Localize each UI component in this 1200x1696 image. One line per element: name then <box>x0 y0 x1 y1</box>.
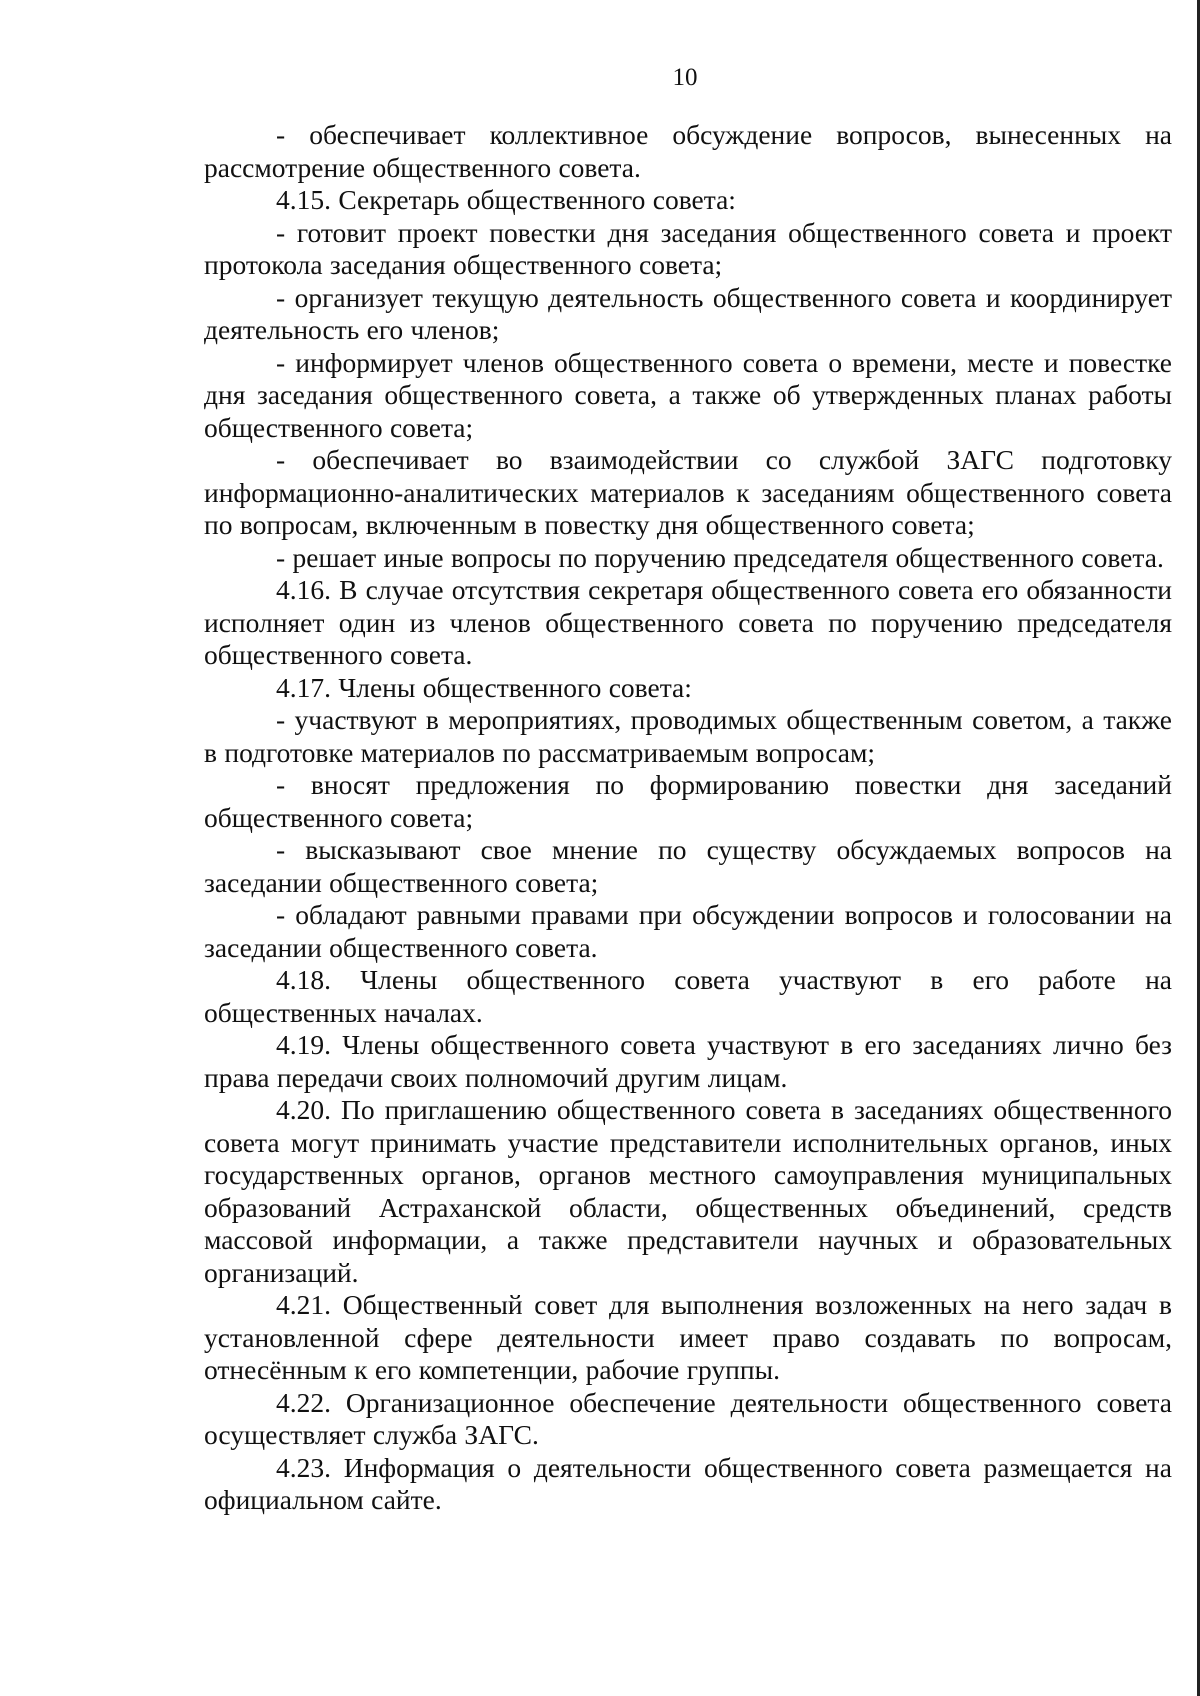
paragraph: 4.16. В случае отсутствия секретаря общественного совета его обязанности исполняет один из членов общественного совета по поручению председателя общественного совета. <box>204 574 1172 670</box>
paragraph: 4.18. Члены общественного совета участвуют в его работе на общественных началах. <box>204 964 1172 1028</box>
paragraph: 4.19. Члены общественного совета участвуют в его заседаниях лично без права передачи своих полномочий другим лицам. <box>204 1029 1172 1093</box>
paragraph: 4.17. Члены общественного совета: <box>276 671 692 703</box>
paragraph: - готовит проект повестки дня заседания общественного совета и проект протокола заседания общественного совета; <box>204 216 1172 280</box>
paragraph: - решает иные вопросы по поручению председателя общественного совета. <box>276 541 1164 573</box>
paragraph: - обеспечивает во взаимодействии со службой ЗАГС подготовку информационно-аналитических материалов к заседаниям общественного совета по вопросам, включенным в повестку дня общественного совета; <box>204 444 1172 540</box>
page-number: 10 <box>672 64 698 91</box>
document-body <box>204 119 1172 1517</box>
paragraph: 4.21. Общественный совет для выполнения возложенных на него задач в установленной сфере деятельности имеет право создавать по вопросам, отнесённым к его компетенции, рабочие группы. <box>204 1289 1172 1385</box>
paragraph: 4.15. Секретарь общественного совета: <box>276 184 736 215</box>
paragraph: - участвуют в мероприятиях, проводимых общественным советом, а также в подготовке материалов по рассматриваемым вопросам; <box>204 704 1172 768</box>
paragraph: - обладают равными правами при обсуждении вопросов и голосовании на заседании общественного совета. <box>204 899 1172 963</box>
paragraph: - организует текущую деятельность общественного совета и координирует деятельность его членов; <box>204 281 1172 345</box>
paragraph: 4.20. По приглашению общественного совета в заседаниях общественного совета могут принимать участие представители исполнительных органов, иных государственных органов, органов местного самоуправления муниципальных образований Астраханской области, общественных объединений, средств массовой информации, а также представители научных и образовательных организаций. <box>204 1094 1172 1288</box>
paragraph: - высказывают свое мнение по существу обсуждаемых вопросов на заседании общественного совета; <box>204 834 1172 898</box>
paragraph: - обеспечивает коллективное обсуждение вопросов, вынесенных на рассмотрение общественного совета. <box>204 119 1172 183</box>
paragraph: 4.22. Организационное обеспечение деятельности общественного совета осуществляет служба ЗАГС. <box>204 1386 1172 1450</box>
paragraph: - информирует членов общественного совета о времени, месте и повестке дня заседания общественного совета, а также об утвержденных планах работы общественного совета; <box>204 346 1172 443</box>
paragraph: - вносят предложения по формированию повестки дня заседаний общественного совета; <box>204 769 1172 833</box>
paragraph: 4.23. Информация о деятельности общественного совета размещается на официальном сайте. <box>204 1451 1172 1515</box>
